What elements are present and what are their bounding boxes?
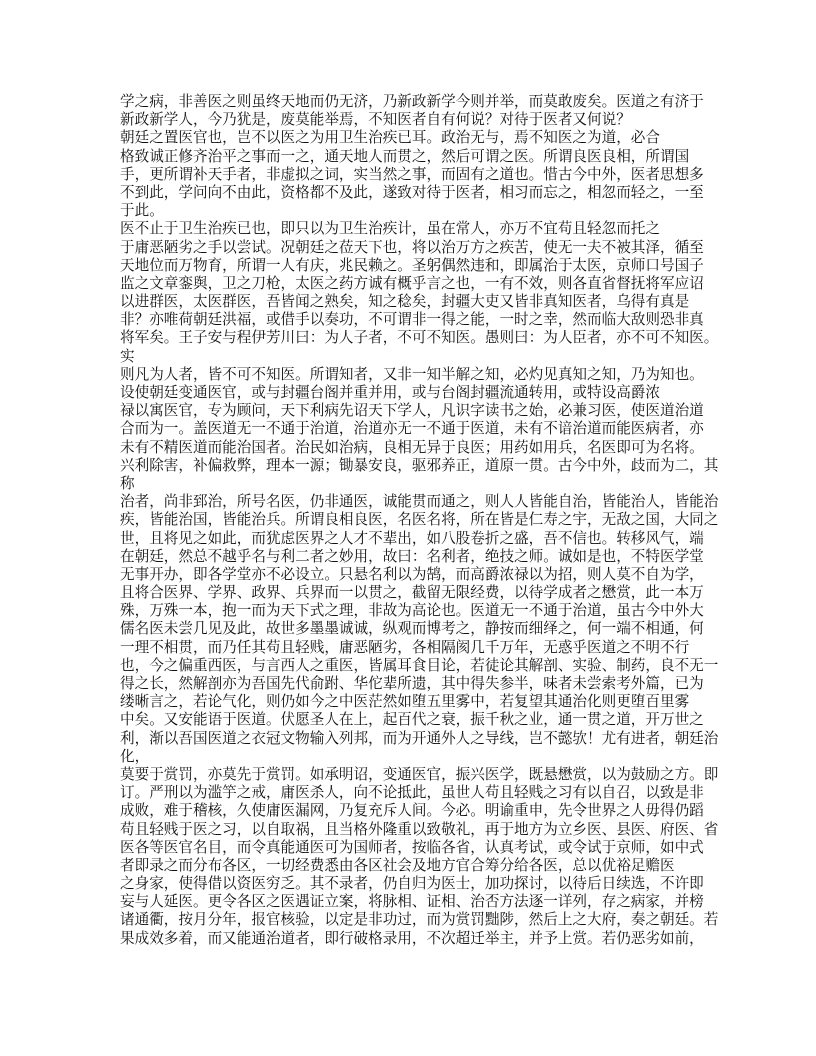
- text-line: 诸通衢，按月分年，报官核验，以定是非功过，而为赏罚黜陟，然后上之大府，奏之朝廷。若: [120, 911, 719, 929]
- text-line: 学之病，非善医之则虽终天地而仍无济，乃新政新学今则并举，而莫敢废矣。医道之有济于: [120, 93, 704, 110]
- text-line: 缕晰言之，若论气化，则仍如今之中医茫然如堕五里雾中，若复望其通治化则更堕百里雾: [120, 693, 690, 711]
- text-line: 世，且将见之如此，而犹虑医界之人才不辈出，如八股卷折之盛，吾不信也。转移风气，端: [120, 529, 704, 547]
- text-line: 实: [120, 347, 135, 365]
- text-line: 者即录之而分布各区，一切经费悉由各区社会及地方官合筹分给各医，总以优裕足赡医: [120, 856, 675, 874]
- text-line: 不到此，学问向不由此，资格都不及此，遂致对待于医者，相习而忘之，相忽而轻之，一至: [120, 183, 704, 201]
- text-line: 非？亦唯荷朝廷洪福，或借手以奏功，不可谓非一得之能，一时之幸，然而临大敌则恐非真: [120, 311, 704, 329]
- text-line: 化，: [120, 747, 150, 765]
- text-line: 设使朝廷变通医官，或与封疆台阁并重并用，或与台阁封疆流通转用，或特设高爵浓: [120, 384, 660, 401]
- text-line: 殊，万殊一本，抱一而为天下式之理，非故为高论也。医道无一不通于治道，虽古今中外大: [120, 602, 704, 620]
- text-line: 成败，难于稽核，久使庸医漏网，乃复充斥人间。今必。明谕重申，先令世界之人毋得仍蹈: [120, 802, 704, 820]
- text-line: 于庸恶陋劣之手以尝试。况朝廷之莅天下也，将以治万方之疾苦，使无一夫不被其泽，循至: [120, 238, 704, 256]
- text-line: 在朝廷，然总不越乎名与利二者之妙用，故曰：名利者，绝技之师。诚如是也，不特医学堂: [120, 547, 704, 565]
- text-line: 禄以寓医官，专为顾问，天下利病先诏天下学人，凡识字读书之始，必兼习医，使医道治道: [120, 402, 704, 420]
- text-line: 苟且轻贱于医之习，以自取祸，且当格外隆重以致敬礼，再于地方为立乡医、县医、府医、省: [120, 820, 719, 838]
- text-line: 手，更所谓补天手者，非虚拟之词，实当然之事，而固有之道也。惜古今中外，医者思想多: [120, 165, 704, 183]
- text-line: 天地位而万物育，所谓一人有庆，兆民赖之。圣躬偶然违和，即属治于太医，京师口号国子: [120, 256, 704, 274]
- text-line: 儒名医未尝几见及此，故世多墨墨诚诚，纵观而博考之，静按而细绎之，何一端不相通，何: [120, 620, 704, 638]
- text-line: 新政新学人，今乃犹是，废莫能举焉，不知医者自有何说？对待于医者又何说？: [120, 111, 631, 129]
- text-line: 称: [120, 474, 135, 492]
- text-line: 无事开办，即各学堂亦不必设立。只悬名利以为鹄，而高爵浓禄以为招，则人莫不自为学，: [120, 565, 704, 583]
- text-line: 之身家，使得借以资医穷乏。其不录者，仍自归为医士，加功探讨，以待后日续选，不许即: [120, 875, 704, 893]
- text-line: 也，今之偏重西医，与言西人之重医，皆属耳食目论，若徒论其解剖、实验、制药，良不无一: [120, 656, 719, 674]
- text-line: 兴利除害，补偏救弊，理本一源；锄暴安良，驱邪养正，道原一贯。古今中外，歧而为二，其: [120, 456, 719, 474]
- text-line: 利，渐以吾国医道之衣冠文物输入列邦，而为开通外人之导线，岂不懿欤！尤有进者，朝廷治: [120, 729, 719, 747]
- text-line: 以进群医，太医群医，吾皆闻之熟矣，知之稔矣，封疆大吏又皆非真知医者，乌得有真是: [120, 293, 690, 311]
- text-line: 疾，皆能治国，皆能治兵。所谓良相良医，名医名将，所在皆是仁寿之宇，无敌之国，大同之: [120, 511, 719, 529]
- text-line: 治者，尚非郅治，所号名医，仍非通医，诚能贯而通之，则人人皆能自治，皆能治人，皆能治: [120, 493, 719, 511]
- text-line: 莫要于赏罚，亦莫先于赏罚。如承明诏，变通医官，振兴医学，既悬懋赏，以为鼓励之方。即: [120, 765, 719, 783]
- text-line: 且将合医界、学界、政界、兵界而一以贯之，截留无限经费，以待学成者之懋赏，此一本万: [120, 584, 704, 602]
- text-line: 中矣。又安能语于医道。伏愿圣人在上，起百代之衰，振千秋之业，通一贯之道，开万世之: [120, 711, 704, 729]
- body-text: [120, 93, 720, 948]
- text-line: 医不止于卫生治疾已也，即只以为卫生治疾计，虽在常人，亦万不宜苟且轻忽而托之: [120, 220, 660, 238]
- text-line: 妄与人延医。更令各区之医遇证立案，将脉相、证相、治否方法逐一详列，存之病家，并榜: [120, 893, 704, 911]
- text-line: 朝廷之置医官也，岂不以医之为用卫生治疾已耳。政治无与，焉不知医之为道，必合: [120, 129, 660, 147]
- text-line: 格致诚正修齐治平之事而一之，通天地人而贯之，然后可谓之医。所谓良医良相，所谓国: [120, 147, 690, 165]
- text-line: 订。严刑以为滥竽之戒，庸医杀人，向不论抵此，虽世人苟且轻贱之习有以自召，以致是非: [120, 784, 704, 802]
- text-line: 将军矣。王子安与程伊芳川曰：为人子者，不可不知医。愚则曰：为人臣者，亦不可不知医。: [120, 329, 719, 347]
- text-line: 监之文章銮舆，卫之刀枪，太医之药方诚有概乎言之也，一有不效，则各直省督抚将军应诏: [120, 274, 704, 292]
- text-line: 合而为一。盖医道无一不通于治道，治道亦无一不通于医道，未有不谙治道而能医病者，亦: [120, 420, 704, 438]
- text-line: 于此。: [120, 202, 164, 220]
- text-line: 一理不相贯，而乃任其苟且轻贱，庸恶陋劣，各相隔阂几千万年，无惑乎医道之不明不行: [120, 638, 690, 656]
- text-line: 未有不精医道而能治国者。治民如治病，良相无异于良医；用药如用兵，名医即可为名将。: [120, 438, 704, 456]
- text-line: 得之长，然解剖亦为吾国先代俞跗、华佗辈所遗，其中得失参半，味者未尝索考外篇，已为: [120, 675, 704, 692]
- text-line: 医各等医官名目，而令真能通医可为国师者，按临各省，认真考试，或令试于京师，如中式: [120, 838, 704, 856]
- text-line: 果成效多着，而又能通治道者，即行破格录用，不次超迁举主，并予上赏。若仍恶劣如前，: [120, 929, 704, 947]
- text-line: 则凡为人者，皆不可不知医。所谓知者，又非一知半解之知，必灼见真知之知，乃为知也。: [120, 365, 704, 383]
